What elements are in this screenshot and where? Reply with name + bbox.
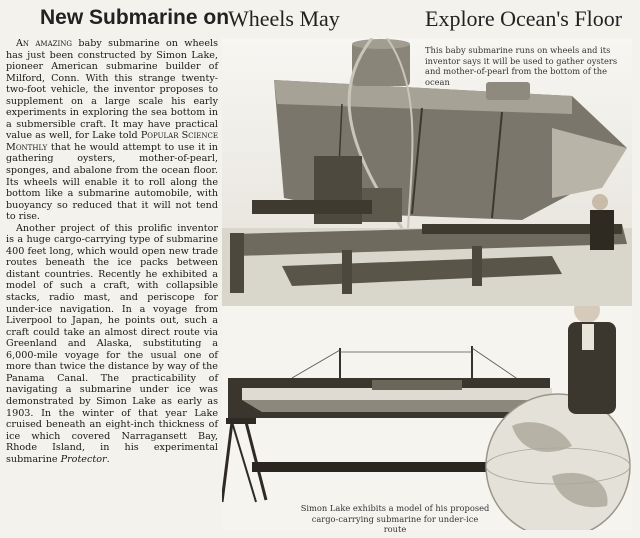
article-paragraph-2: [6, 223, 218, 465]
paragraph-2-text: Another project of this prolific inventor is a huge cargo-carrying type of submarine 400 feet long, which would open new trade routes beneath the ice packs between distant countries. Recently he exhibited a model of such a craft, with collapsible stacks, radio mast, and periscope for under-ice navigation. In a voyage from Liverpool to Japan, he points out, such a craft could take an almost direct route via Greenland and Alaska, substituting a 6,000-mile voyage for the usual one of more than twice the distance by way of the Panama Canal. The practicability of navigating a submarine under ice was demonstrated by Simon Lake as early as 1903. In the winter of that year Lake cruised beneath an eight-inch thickness of ice which covered Narragansett Bay, Rhode Island, in his experimental submarine: [6, 222, 218, 465]
headline: [0, 6, 640, 34]
headline-part-2: Wheels May: [228, 6, 340, 31]
magazine-name: Popular Science Monthly: [6, 130, 218, 153]
photo-simon-lake-model: [222, 306, 632, 530]
article-body: [6, 38, 218, 465]
paragraph-1-text-b: that he would attempt to use it in gathering oysters, mother-of-pearl, sponges, and abalone from the ocean floor. Its wheels will enable it to roll along the bottom like a submarine automobile, with buoyancy so reduced that it will not tend to rise.: [6, 141, 218, 223]
paragraph-1-text-a: baby submarine on wheels has just been constructed by Simon Lake, pioneer American submarine builder of Milford, Conn. With this strange twenty-two-foot vehicle, the inventor proposes to supplement on a large scale his early experiments in exploring the sea bottom in a submersible craft. It may have practical value as well, for Lake told: [6, 38, 218, 142]
paragraph-2-end: .: [106, 453, 110, 465]
lead-in: An amazing: [16, 38, 73, 49]
caption-bottom: Simon Lake exhibits a model of his proposed cargo-carrying submarine for under-ice route: [300, 503, 490, 534]
article-paragraph-1: [6, 38, 218, 223]
ship-name: Protector: [60, 453, 107, 465]
headline-part-1: New Submarine on: [40, 6, 230, 29]
headline-part-3: Explore Ocean's Floor: [425, 6, 623, 31]
caption-top: This baby submarine runs on wheels and its inventor says it will be used to gather oysters and mother-of-pearl from the bottom of the ocean: [425, 45, 618, 87]
